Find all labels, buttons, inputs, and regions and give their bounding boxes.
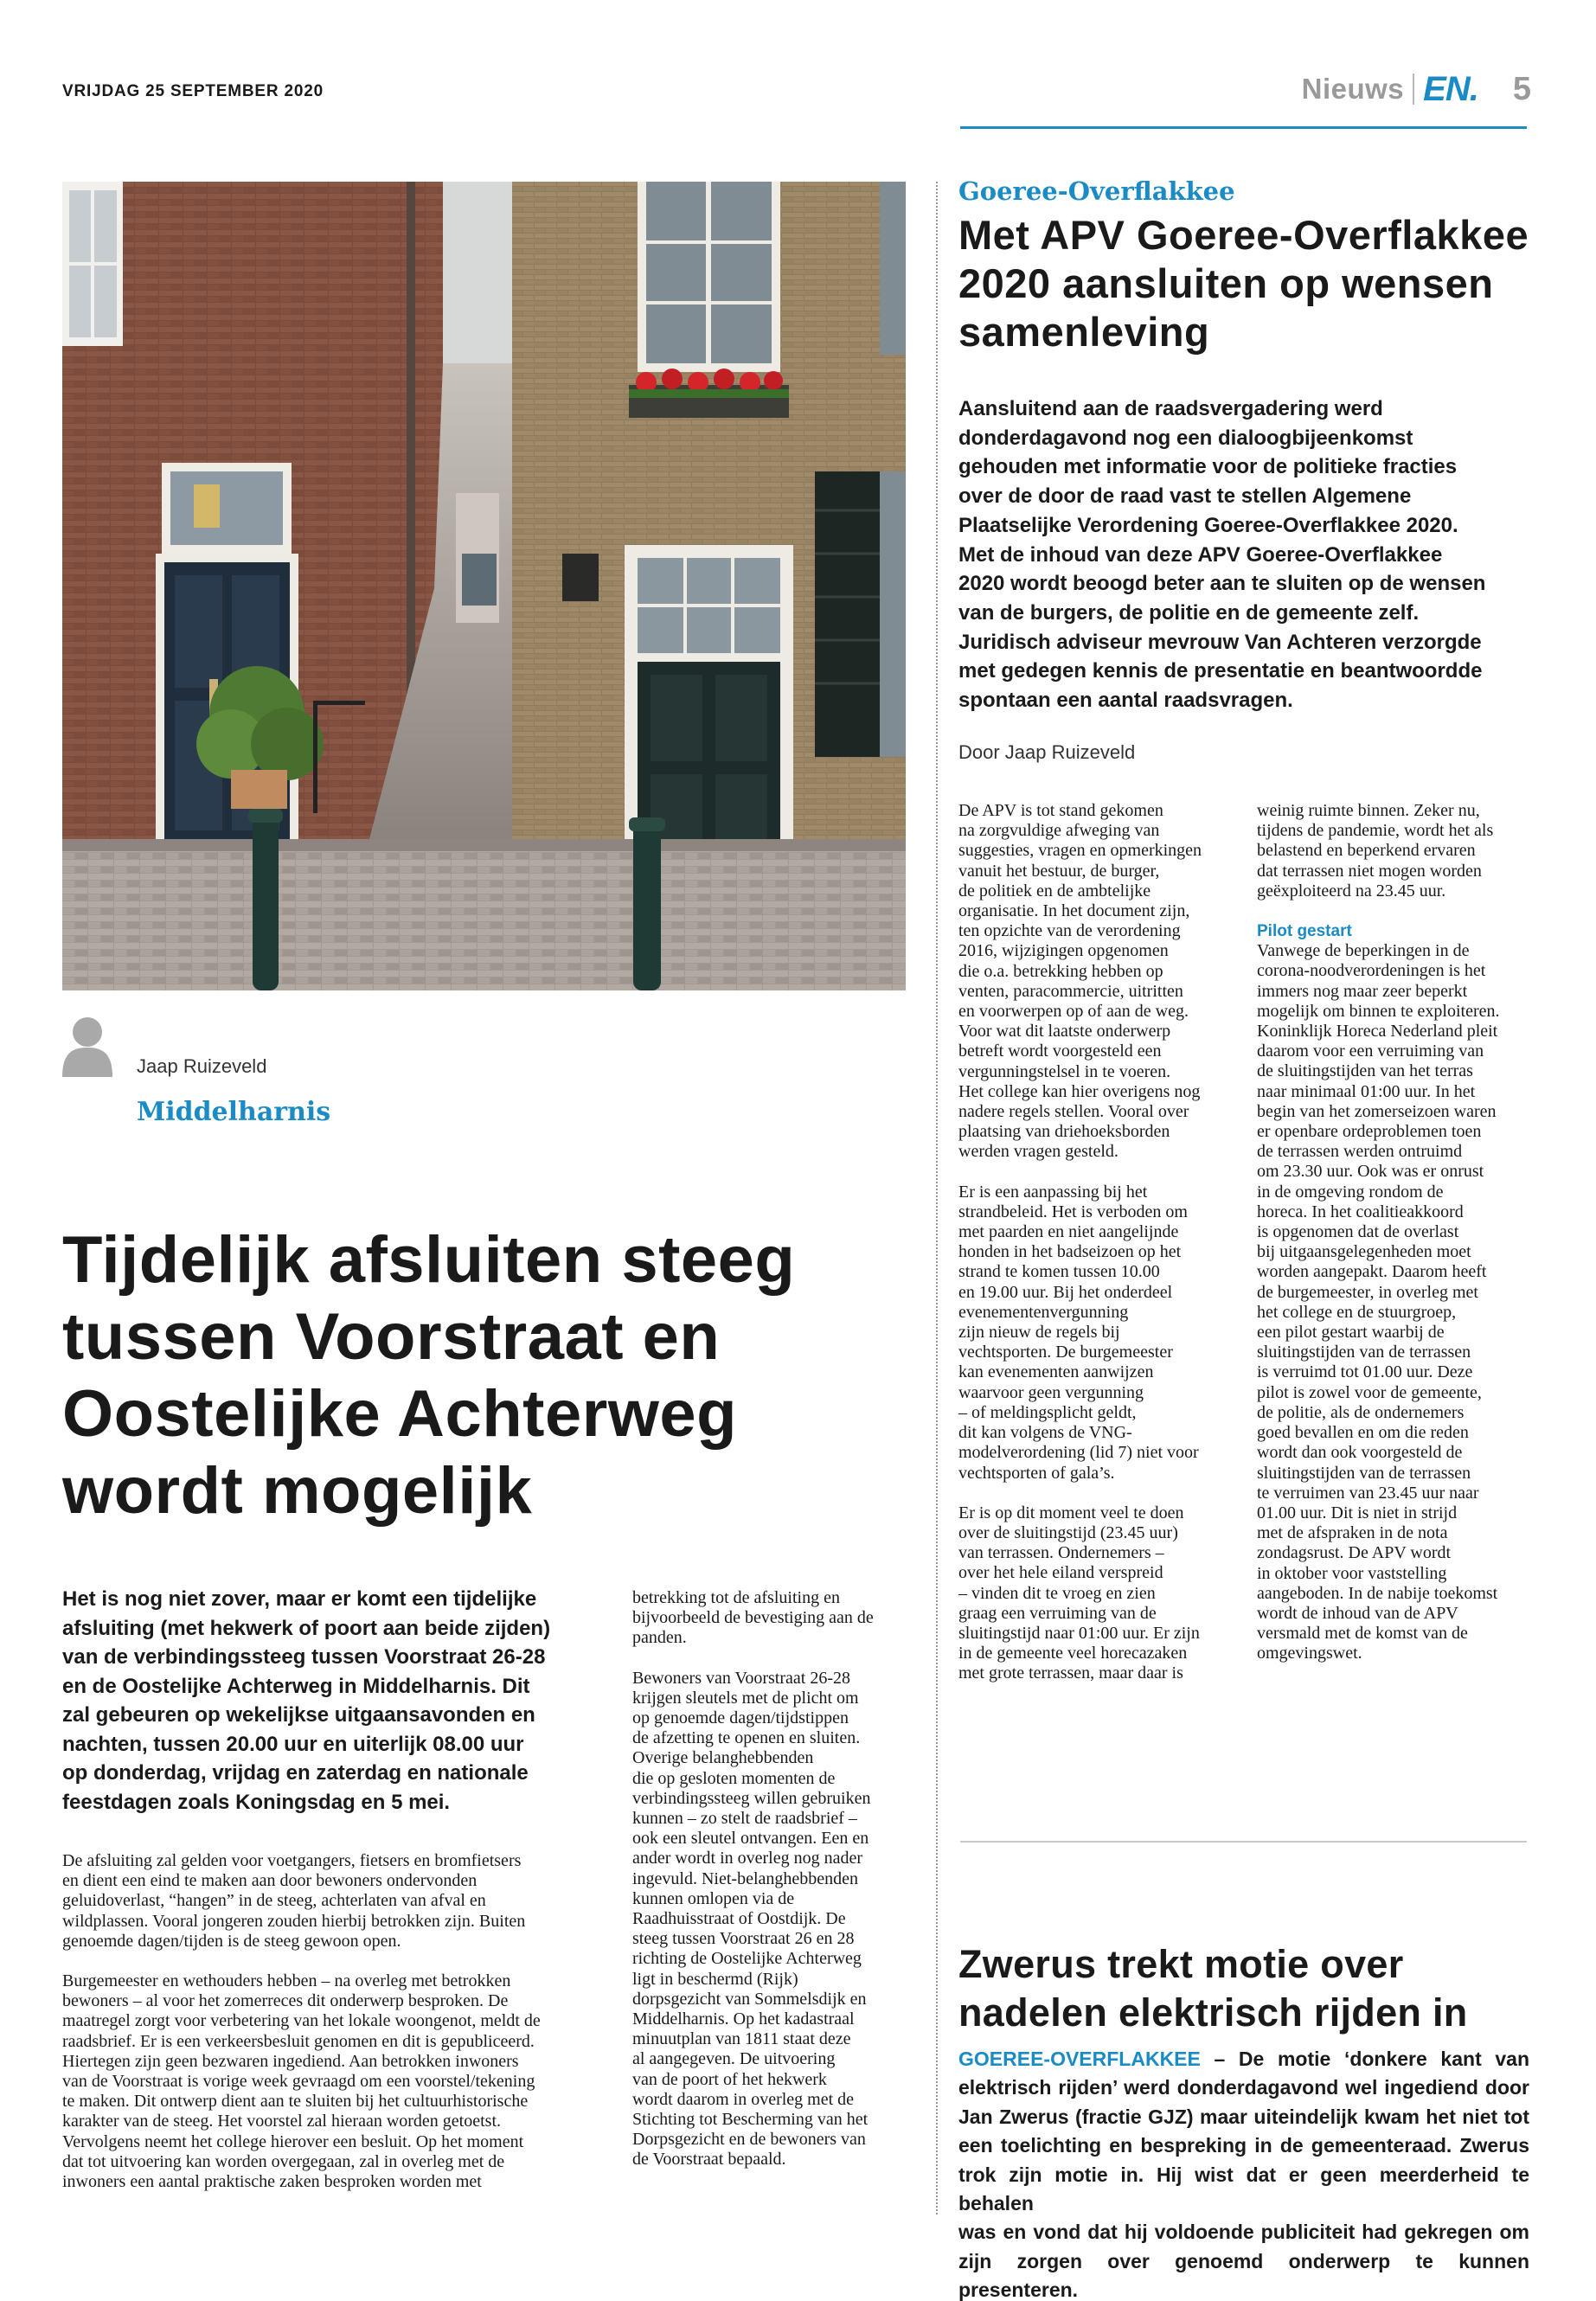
paragraph	[632, 1669, 907, 2170]
text-line: versmald met de komst van de	[1257, 1624, 1468, 1644]
subhead-pilot: Pilot gestart	[1257, 922, 1352, 941]
text-line: evenementenvergunning	[958, 1302, 1129, 1322]
lead-location: GOEREE-OVERFLAKKEE	[958, 2048, 1201, 2070]
text-line: – of meldingsplicht geldt,	[958, 1402, 1137, 1422]
text-line: en dient een eind te maken aan door bewoners ondervonden	[62, 1871, 478, 1891]
text-line: daarom voor een verruiming van	[1257, 1042, 1484, 1061]
text-line: van de poort of het hekwerk	[632, 2069, 827, 2089]
header-separator	[1413, 74, 1414, 105]
kicker-location: Middelharnis	[137, 1097, 331, 1127]
apv-body-column-2	[1257, 801, 1527, 1664]
text-line: Het college kan hier overigens nog	[958, 1081, 1201, 1101]
intro-line: Aansluitend aan de raadsvergadering werd	[958, 397, 1383, 420]
intro-line: met gedegen kennis de presentatie en beantwoordde	[958, 659, 1483, 683]
headline-line: Met APV Goeree-Overflakkee	[958, 212, 1529, 258]
column-divider	[936, 182, 938, 2214]
newspaper-logo: EN.	[1423, 69, 1478, 108]
intro-line: nachten, tussen 20.00 uur en uiterlijk 08.00 uur	[62, 1732, 524, 1756]
text-line: in oktober voor vaststelling	[1257, 1563, 1447, 1583]
text-line: om 23.30 uur. Ook was er onrust	[1257, 1162, 1484, 1182]
text-line: verbindingssteeg willen gebruiken	[632, 1788, 871, 1808]
text-line: is verruimd tot 01.00 uur. Deze	[1257, 1362, 1473, 1382]
text-line: maatregel zorgt voor verbetering van het lokale woongenot, meldt de	[62, 2011, 541, 2031]
text-line: van terrassen. Ondernemers –	[958, 1543, 1164, 1563]
paragraph	[958, 1183, 1235, 1484]
text-line: graag een verruiming van de	[958, 1603, 1157, 1623]
text-line: Dorpsgezicht en de bewoners van	[632, 2130, 866, 2150]
text-line: mogelijk om binnen te exploiteren.	[1257, 1001, 1500, 1021]
text-line: over het hele eiland verspreid	[958, 1563, 1163, 1583]
intro-line: elektrisch rijden’ werd donderdagavond wel ingediend door	[958, 2076, 1529, 2099]
apv-headline	[958, 211, 1529, 356]
text-line: te verruimen van 23.45 uur naar	[1257, 1483, 1479, 1503]
intro-line: feestdagen zoals Koningsdag en 5 mei.	[62, 1790, 451, 1814]
text-line: waarvoor geen vergunning	[958, 1382, 1144, 1402]
text-line: sluitingstijd naar 01:00 uur. Er zijn	[958, 1623, 1200, 1643]
text-line: panden.	[632, 1628, 687, 1648]
zwerus-intro	[958, 2045, 1529, 2301]
text-line: immers nog maar zeer beperkt	[1257, 981, 1468, 1001]
text-line: de Voorstraat bepaald.	[632, 2150, 786, 2170]
text-line: met paarden en niet aangelijnde	[958, 1222, 1179, 1242]
intro-line: van de verbindingssteeg tussen Voorstraat 26-28	[62, 1645, 546, 1669]
text-line: nadere regels stellen. Vooral over	[958, 1102, 1189, 1122]
text-line: ingevuld. Niet-belanghebbenden	[632, 1868, 859, 1888]
text-line: corona-noodverordeningen is het	[1257, 961, 1486, 981]
intro-line: over de door de raad vast te stellen Algemene	[958, 484, 1412, 509]
text-line: de politiek en de ambtelijke	[958, 881, 1151, 901]
text-line: genoemde dagen/tijden is de steeg gewoon open.	[62, 1931, 401, 1951]
text-line: sluitingstijden van de terrassen	[1257, 1343, 1471, 1362]
main-body-column-1	[62, 1851, 607, 2192]
paragraph	[958, 801, 1235, 1163]
text-line: karakter van de steeg. Het voorstel zal hieraan worden getoetst.	[62, 2112, 502, 2131]
text-line: Raadhuisstraat of Oostdijk. De	[632, 1909, 846, 1929]
text-line: wordt daarom in overleg met de	[632, 2089, 855, 2109]
text-line: geëxploiteerd na 23.45 uur.	[1257, 881, 1446, 901]
text-line: een pilot gestart waarbij de	[1257, 1323, 1445, 1343]
text-line: Koninklijk Horeca Nederland pleit	[1257, 1022, 1498, 1042]
col4-top	[1257, 801, 1527, 901]
text-line: raadsbrief. Er is een verkeersbesluit genomen en dit is gepubliceerd.	[62, 2031, 535, 2051]
intro-line: gehouden met informatie voor de politieke fracties	[958, 455, 1458, 479]
intro-line: van de burgers, de politie en de gemeente zelf.	[958, 600, 1420, 625]
text-line: is opgenomen dat de overlast	[1257, 1222, 1459, 1242]
text-line: de politie, als de ondernemers	[1257, 1402, 1465, 1422]
text-line: betrekking tot de afsluiting en	[632, 1588, 840, 1607]
headline-line: wordt mogelijk	[62, 1454, 533, 1528]
text-line: al aangegeven. De uitvoering	[632, 2049, 836, 2069]
text-line: ten opzichte van de verordening	[958, 921, 1181, 941]
text-line: wordt dan ook voorgesteld de	[1257, 1443, 1463, 1463]
text-line: De APV is tot stand gekomen	[958, 801, 1163, 820]
issue-date: VRIJDAG 25 SEPTEMBER 2020	[62, 82, 324, 100]
intro-line: donderdagavond nog een dialoogbijeenkomst	[958, 426, 1413, 450]
article-divider	[960, 1841, 1527, 1843]
text-line: zondagsrust. De APV wordt	[1257, 1543, 1452, 1563]
text-line: dit kan volgens de VNG-	[958, 1423, 1132, 1443]
text-line: met de afspraken in de nota	[1257, 1523, 1448, 1543]
text-line: werden vragen gesteld.	[958, 1142, 1118, 1162]
text-line: pilot is zowel voor de gemeente,	[1257, 1382, 1482, 1402]
text-line: Bewoners van Voorstraat 26-28	[632, 1668, 850, 1688]
text-line: horeca. In het coalitieakkoord	[1257, 1202, 1464, 1221]
text-line: Overige belanghebbenden	[632, 1748, 814, 1768]
text-line: ligt in beschermd (Rijk)	[632, 1969, 798, 1989]
text-line: vergunningstelsel in te voeren.	[958, 1061, 1171, 1081]
intro-line: en de Oostelijke Achterweg in Middelharnis. Dit	[62, 1674, 530, 1698]
text-line: sluitingstijden van de terrassen	[1257, 1463, 1471, 1483]
headline-line: Oostelijke Achterweg	[62, 1377, 738, 1451]
text-line: venten, paracommercie, uitritten	[958, 981, 1183, 1001]
text-line: inwoners een aantal praktische zaken besproken worden met	[62, 2172, 482, 2192]
intro-line: GOEREE-OVERFLAKKEE – De motie ‘donkere kant van	[958, 2048, 1529, 2070]
text-line: betreft wordt voorgesteld een	[958, 1042, 1162, 1061]
text-line: aangeboden. In de nabije toekomst	[1257, 1583, 1498, 1603]
text-line: suggesties, vragen en opmerkingen	[958, 841, 1202, 861]
intro-line: Het is nog niet zover, maar er komt een tijdelijke	[62, 1587, 537, 1611]
text-line: kunnen omlopen via de	[632, 1888, 795, 1908]
text-line: strandbeleid. Het is verboden om	[958, 1202, 1188, 1221]
paragraph	[62, 1851, 607, 1952]
text-line: van de Voorstraat is vorige week gevraagd om een voorstel/tekening	[62, 2072, 535, 2092]
text-line: in de omgeving rondom de	[1257, 1182, 1444, 1202]
text-line: modelverordening (lid 7) niet voor	[958, 1443, 1199, 1463]
headline-line: 2020 aansluiten op wensen	[958, 260, 1494, 306]
text-line: naar minimaal 01:00 uur. In het	[1257, 1081, 1476, 1101]
street-photo	[62, 182, 906, 990]
text-line: met grote terrassen, maar daar is	[958, 1663, 1183, 1683]
text-line: zijn nieuw de regels bij	[958, 1323, 1120, 1343]
page-header	[1263, 67, 1531, 111]
apv-byline: Door Jaap Ruizeveld	[958, 741, 1136, 763]
text-line: op genoemde dagen/tijdstippen	[632, 1708, 849, 1728]
intro-line: was en vond dat hij voldoende publiciteit had gekregen om	[958, 2221, 1529, 2244]
text-line: 2016, wijzigingen opgenomen	[958, 941, 1169, 961]
text-line: dat terrassen niet mogen worden	[1257, 861, 1482, 881]
text-line: begin van het zomerseizoen waren	[1257, 1101, 1497, 1121]
intro-line: Plaatselijke Verordening Goeree-Overflakkee 2020.	[958, 513, 1458, 537]
text-line: Voor wat dit laatste onderwerp	[958, 1022, 1171, 1042]
headline-line: Tijdelijk afsluiten steeg	[62, 1223, 796, 1297]
intro-line: Jan Zwerus (fractie GJZ) maar uiteindelijk kwam het niet tot	[958, 2105, 1529, 2128]
text-line: vanuit het bestuur, de burger,	[958, 861, 1160, 881]
section-name: Nieuws	[1301, 73, 1405, 105]
headline-line: tussen Voorstraat en	[62, 1300, 721, 1374]
text-line: Er is op dit moment veel te doen	[958, 1503, 1184, 1522]
text-line: krijgen sleutels met de plicht om	[632, 1688, 859, 1708]
apv-intro	[958, 394, 1529, 715]
intro-line: op donderdag, vrijdag en zaterdag en nationale	[62, 1761, 529, 1785]
kicker-region: Goeree-Overflakkee	[958, 176, 1235, 206]
main-body-column-2	[632, 1588, 907, 2170]
text-line: Stichting tot Bescherming van het	[632, 2110, 869, 2130]
text-line: geluidoverlast, “hangen” in de steeg, achterlaten van afval en	[62, 1891, 486, 1911]
text-line: Burgemeester en wethouders hebben – na overleg met betrokken	[62, 1971, 511, 1991]
intro-line: zal gebeuren op wekelijkse uitgaansavonden en	[62, 1703, 535, 1727]
text-line: het college en de stuurgroep,	[1257, 1302, 1457, 1322]
text-line: de terrassen werden ontruimd	[1257, 1142, 1463, 1162]
text-line: ook een sleutel ontvangen. Een en	[632, 1829, 869, 1849]
text-line: de burgemeester, in overleg met	[1257, 1282, 1478, 1302]
text-line: de afzetting te openen en sluiten.	[632, 1728, 861, 1748]
text-line: steeg tussen Voorstraat 26 en 28	[632, 1929, 855, 1949]
main-intro	[62, 1585, 581, 1817]
intro-line: spontaan een aantal raadsvragen.	[958, 689, 1293, 713]
text-line: omgevingswet.	[1257, 1644, 1362, 1663]
intro-line: 2020 wordt beoogd beter aan te sluiten op de wensen	[958, 572, 1486, 596]
text-line: kunnen – zo stelt de raadsbrief –	[632, 1809, 857, 1829]
avatar-icon	[62, 1016, 112, 1077]
text-line: richting de Oostelijke Achterweg	[632, 1949, 862, 1969]
text-line: vechtsporten. De burgemeester	[958, 1343, 1173, 1362]
text-line: bewoners – al voor het zomerreces dit onderwerp besproken. De	[62, 1991, 509, 2011]
text-line: Vervolgens neemt het college hierover een besluit. Op het moment	[62, 2131, 524, 2151]
text-line: te maken. Dit ontwerp dient aan te sluiten bij het cultuurhistorische	[62, 2092, 529, 2112]
text-line: dorpsgezicht van Sommelsdijk en	[632, 1989, 867, 2009]
headline-line: Zwerus trekt motie over	[958, 1942, 1404, 1986]
text-line: en voorwerpen op of aan de weg.	[958, 1002, 1189, 1022]
intro-line: Met de inhoud van deze APV Goeree-Overflakkee	[958, 542, 1443, 567]
page-number: 5	[1512, 70, 1531, 107]
col4-after-subhead	[1257, 941, 1527, 1663]
intro-line: afsluiting (met hekwerk of poort aan beide zijden)	[62, 1616, 551, 1640]
text-line: en 19.00 uur. Bij het onderdeel	[958, 1282, 1173, 1302]
text-line: wordt de inhoud van de APV	[1257, 1603, 1458, 1623]
byline: Jaap Ruizeveld	[137, 1055, 267, 1077]
text-line: kan evenementen aanwijzen	[958, 1362, 1154, 1382]
text-line: vechtsporten of gala’s.	[958, 1463, 1115, 1483]
text-line: na zorgvuldige afweging van	[958, 821, 1160, 841]
paragraph	[632, 1588, 907, 1649]
text-line: – vinden dit te vroeg en zien	[958, 1583, 1156, 1603]
text-line: bij uitgaansgelegenheden moet	[1257, 1242, 1471, 1262]
text-line: de sluitingstijden van het terras	[1257, 1061, 1473, 1081]
text-line: 01.00 uur. Dit is niet in strijd	[1257, 1503, 1458, 1522]
text-line: bijvoorbeeld de bevestiging aan de	[632, 1608, 874, 1628]
text-line: die o.a. betrekking hebben op	[958, 961, 1163, 981]
text-line: belastend en beperkend ervaren	[1257, 841, 1476, 861]
headline-line: nadelen elektrisch rijden in	[958, 1990, 1468, 2035]
paragraph	[1257, 801, 1527, 901]
text-line: dat tot uitvoering kan worden overgegaan, zal in overleg met de	[62, 2151, 505, 2171]
text-line: Hiertegen zijn geen bezwaren ingediend. Aan betrokken inwoners	[62, 2051, 519, 2071]
main-headline	[62, 1221, 919, 1529]
intro-line: trok zijn motie in. Hij wist dat er geen meerderheid te behalen	[958, 2163, 1529, 2215]
text-line: tijdens de pandemie, wordt het als	[1257, 821, 1494, 841]
text-line: De afsluiting zal gelden voor voetgangers, fietsers en bromfietsers	[62, 1851, 522, 1870]
text-line: Vanwege de beperkingen in de	[1257, 941, 1470, 961]
text-line: over de sluitingstijd (23.45 uur)	[958, 1522, 1178, 1542]
text-line: plaatsing van driehoeksborden	[958, 1122, 1170, 1142]
text-line: organisatie. In het document zijn,	[958, 901, 1190, 921]
intro-line: zijn zorgen over genoemd onderwerp te kunnen presenteren.	[958, 2249, 1529, 2301]
zwerus-headline	[958, 1940, 1529, 2037]
text-line: die op gesloten momenten de	[632, 1768, 836, 1788]
text-line: Middelharnis. Op het kadastraal	[632, 2009, 855, 2029]
text-line: minuutplan van 1811 staat deze	[632, 2029, 851, 2049]
paragraph	[958, 1503, 1235, 1684]
text-line: er openbare ordeproblemen toen	[1257, 1122, 1482, 1142]
text-line: wildplassen. Vooral jongeren zouden hierbij betrokken zijn. Buiten	[62, 1911, 526, 1931]
paragraph	[62, 1971, 607, 2192]
text-line: goed bevallen en om die reden	[1257, 1423, 1469, 1443]
text-line: weinig ruimte binnen. Zeker nu,	[1257, 801, 1480, 820]
text-line: in de gemeente veel horecazaken	[958, 1644, 1188, 1663]
intro-line: Juridisch adviseur mevrouw Van Achteren verzorgde	[958, 630, 1482, 654]
text-line: Er is een aanpassing bij het	[958, 1182, 1148, 1202]
text-line: worden aangepakt. Daarom heeft	[1257, 1262, 1487, 1282]
headline-line: samenleving	[958, 309, 1210, 355]
text-line: strand te komen tussen 10.00	[958, 1262, 1160, 1282]
intro-line: een toelichting en bespreking in de gemeenteraad. Zwerus	[958, 2134, 1529, 2157]
text-line: ander wordt in overleg nog nader	[632, 1849, 863, 1868]
apv-body-column-1	[958, 801, 1235, 1684]
header-rule	[960, 126, 1527, 129]
text-line: honden in het badseizoen op het	[958, 1242, 1182, 1262]
